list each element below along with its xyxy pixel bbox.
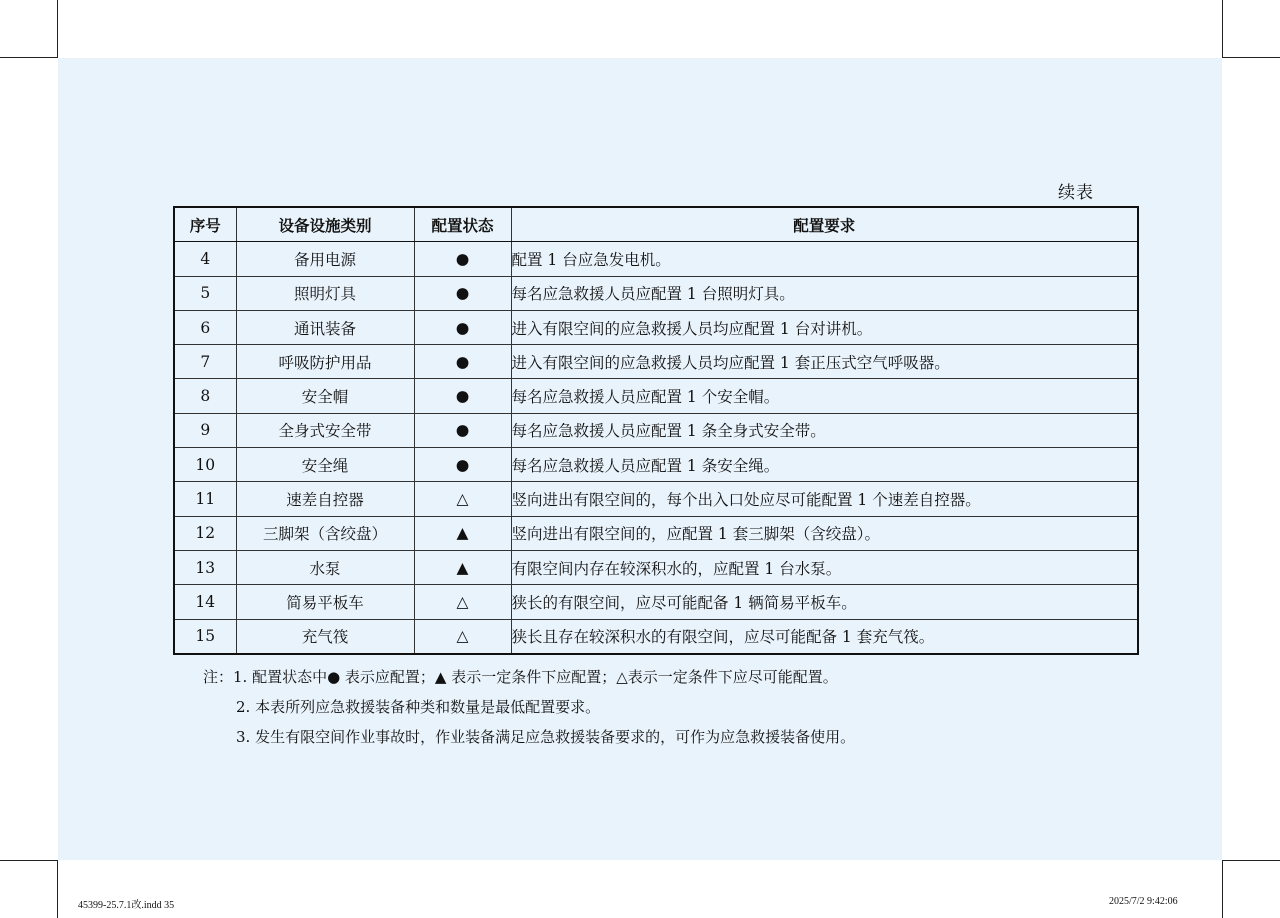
row-requirement: 进入有限空间的应急救援人员均应配置 1 台对讲机。	[511, 310, 1138, 344]
crop-mark-top-left-h	[0, 57, 58, 58]
row-status-symbol: ●	[414, 379, 511, 413]
row-category: 简易平板车	[236, 585, 414, 619]
row-category: 通讯装备	[236, 310, 414, 344]
row-requirement: 配置 1 台应急发电机。	[511, 242, 1138, 276]
row-category: 水泵	[236, 550, 414, 584]
continued-table-label: 续表	[1058, 183, 1094, 203]
row-requirement: 进入有限空间的应急救援人员均应配置 1 套正压式空气呼吸器。	[511, 345, 1138, 379]
header-config-requirement: 配置要求	[511, 207, 1138, 242]
table-notes	[203, 662, 855, 752]
row-requirement: 每名应急救援人员应配置 1 条全身式安全带。	[511, 413, 1138, 447]
table-row	[174, 585, 1138, 619]
crop-mark-top-left-v	[57, 0, 58, 58]
table-row	[174, 379, 1138, 413]
row-category: 照明灯具	[236, 276, 414, 310]
row-category: 安全帽	[236, 379, 414, 413]
row-requirement: 每名应急救援人员应配置 1 个安全帽。	[511, 379, 1138, 413]
row-status-symbol: ▲	[414, 516, 511, 550]
crop-mark-top-right-h	[1222, 57, 1280, 58]
row-status-symbol: ●	[414, 345, 511, 379]
row-status-symbol: △	[414, 482, 511, 516]
row-status-symbol: ●	[414, 448, 511, 482]
row-category: 三脚架（含绞盘）	[236, 516, 414, 550]
row-requirement: 每名应急救援人员应配置 1 条安全绳。	[511, 448, 1138, 482]
row-requirement: 狭长的有限空间，应尽可能配备 1 辆简易平板车。	[511, 585, 1138, 619]
crop-mark-bottom-left-v	[57, 860, 58, 918]
table-row	[174, 345, 1138, 379]
table-row	[174, 276, 1138, 310]
table-row	[174, 482, 1138, 516]
row-category: 充气筏	[236, 619, 414, 654]
table-row	[174, 619, 1138, 654]
row-category: 安全绳	[236, 448, 414, 482]
row-status-symbol: ●	[414, 413, 511, 447]
row-serial: 12	[174, 516, 236, 550]
table-row	[174, 448, 1138, 482]
row-category: 呼吸防护用品	[236, 345, 414, 379]
row-requirement: 竖向进出有限空间的，应配置 1 套三脚架（含绞盘）。	[511, 516, 1138, 550]
row-category: 备用电源	[236, 242, 414, 276]
note-3: 3. 发生有限空间作业事故时，作业装备满足应急救援装备要求的，可作为应急救援装备使用。	[236, 728, 856, 746]
row-serial: 11	[174, 482, 236, 516]
row-status-symbol: ●	[414, 276, 511, 310]
row-serial: 10	[174, 448, 236, 482]
row-requirement: 狭长且存在较深积水的有限空间，应尽可能配备 1 套充气筏。	[511, 619, 1138, 654]
crop-mark-bottom-right-h	[1222, 860, 1280, 861]
row-requirement: 竖向进出有限空间的，每个出入口处应尽可能配置 1 个速差自控器。	[511, 482, 1138, 516]
table-row	[174, 413, 1138, 447]
table-row	[174, 516, 1138, 550]
row-serial: 6	[174, 310, 236, 344]
row-category: 速差自控器	[236, 482, 414, 516]
crop-mark-bottom-right-v	[1222, 860, 1223, 918]
note-2: 2. 本表所列应急救援装备种类和数量是最低配置要求。	[236, 698, 601, 716]
row-category: 全身式安全带	[236, 413, 414, 447]
row-serial: 14	[174, 585, 236, 619]
row-status-symbol: △	[414, 585, 511, 619]
row-status-symbol: △	[414, 619, 511, 654]
row-serial: 13	[174, 550, 236, 584]
footer-file-info: 45399-25.7.1改.indd 35	[78, 900, 175, 911]
footer-datetime: 2025/7/2 9:42:06	[1109, 896, 1178, 907]
row-status-symbol: ●	[414, 242, 511, 276]
row-serial: 7	[174, 345, 236, 379]
row-serial: 15	[174, 619, 236, 654]
table-row	[174, 242, 1138, 276]
row-serial: 9	[174, 413, 236, 447]
row-requirement: 每名应急救援人员应配置 1 台照明灯具。	[511, 276, 1138, 310]
note-1: 注：1. 配置状态中● 表示应配置；▲ 表示一定条件下应配置；△表示一定条件下应尽可能配置。	[203, 668, 838, 686]
row-serial: 4	[174, 242, 236, 276]
header-config-status: 配置状态	[414, 207, 511, 242]
crop-mark-bottom-left-h	[0, 860, 58, 861]
row-status-symbol: ▲	[414, 550, 511, 584]
row-serial: 5	[174, 276, 236, 310]
table-row	[174, 550, 1138, 584]
header-serial-no: 序号	[174, 207, 236, 242]
header-equipment-category: 设备设施类别	[236, 207, 414, 242]
equipment-requirements-table	[173, 206, 1139, 655]
crop-mark-top-right-v	[1222, 0, 1223, 58]
row-requirement: 有限空间内存在较深积水的，应配置 1 台水泵。	[511, 550, 1138, 584]
row-serial: 8	[174, 379, 236, 413]
row-status-symbol: ●	[414, 310, 511, 344]
table-row	[174, 310, 1138, 344]
table-header-row	[174, 207, 1138, 242]
